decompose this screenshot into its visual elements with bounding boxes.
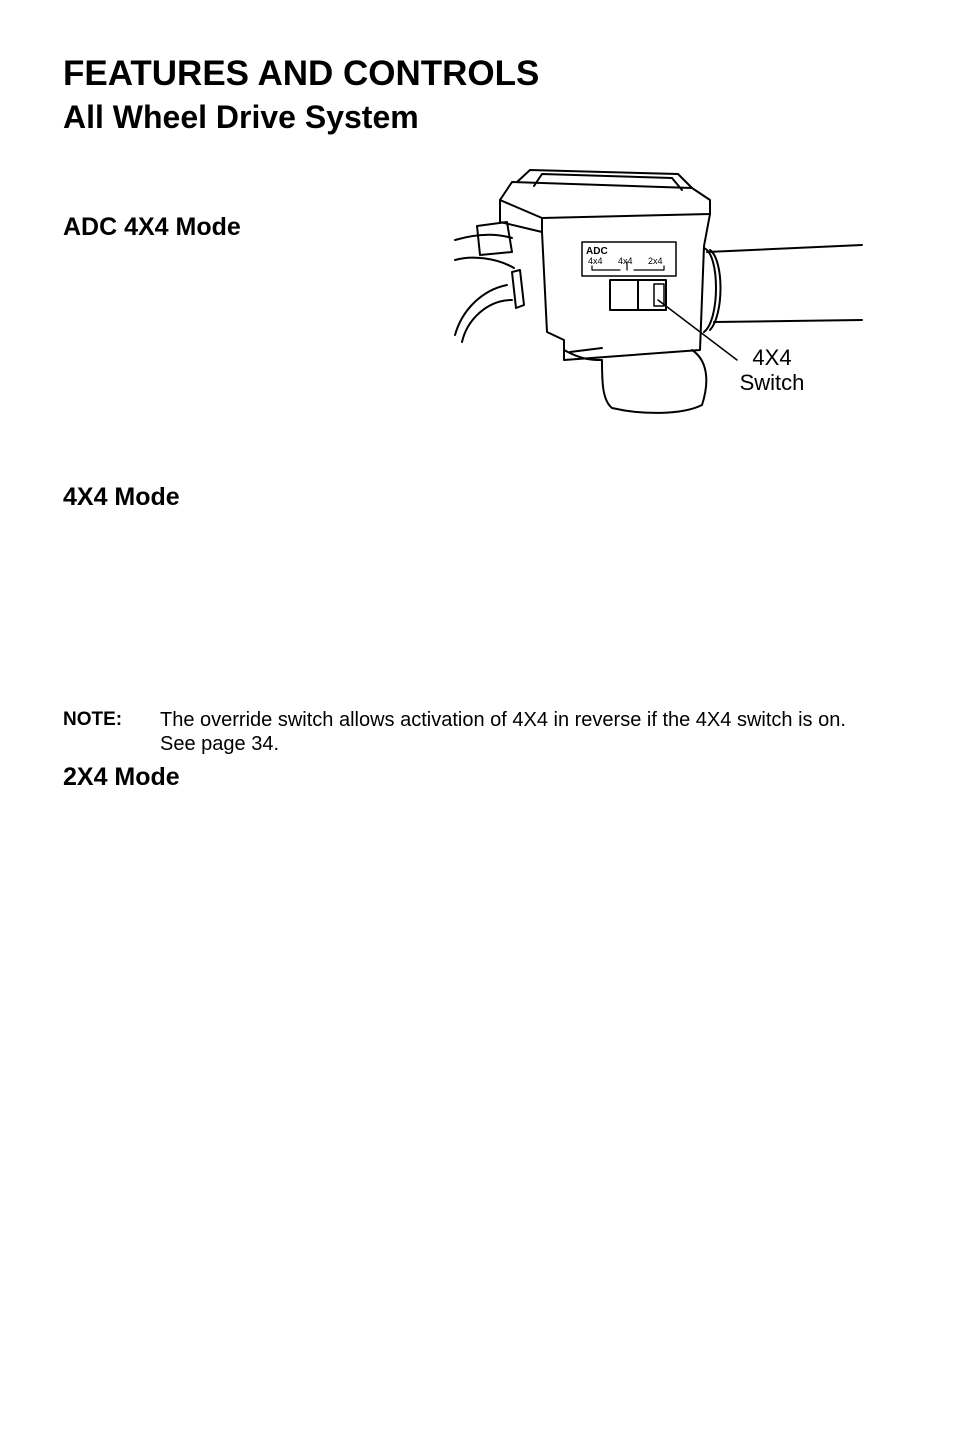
- switch-illustration: [452, 160, 872, 420]
- section-heading-adc-4x4-mode: ADC 4X4 Mode: [63, 213, 241, 241]
- note-text: The override switch allows activation of 4X4 in reverse if the 4X4 switch is on. See page 34.: [160, 709, 846, 755]
- panel-label-4x4: 4x4: [618, 256, 633, 266]
- page-subtitle: All Wheel Drive System: [63, 99, 419, 135]
- callout-label-line1: 4X4: [752, 345, 792, 370]
- panel-label-2x4: 2x4: [648, 256, 663, 266]
- page-title: FEATURES AND CONTROLS: [63, 54, 540, 93]
- section-heading-4x4-mode: 4X4 Mode: [63, 483, 180, 511]
- note-label: NOTE:: [63, 709, 123, 730]
- section-heading-2x4-mode: 2X4 Mode: [63, 763, 180, 791]
- panel-label-adc: ADC: [586, 246, 608, 257]
- callout-label-line2: Switch: [739, 370, 805, 395]
- panel-label-4x4-adc: 4x4: [588, 256, 603, 266]
